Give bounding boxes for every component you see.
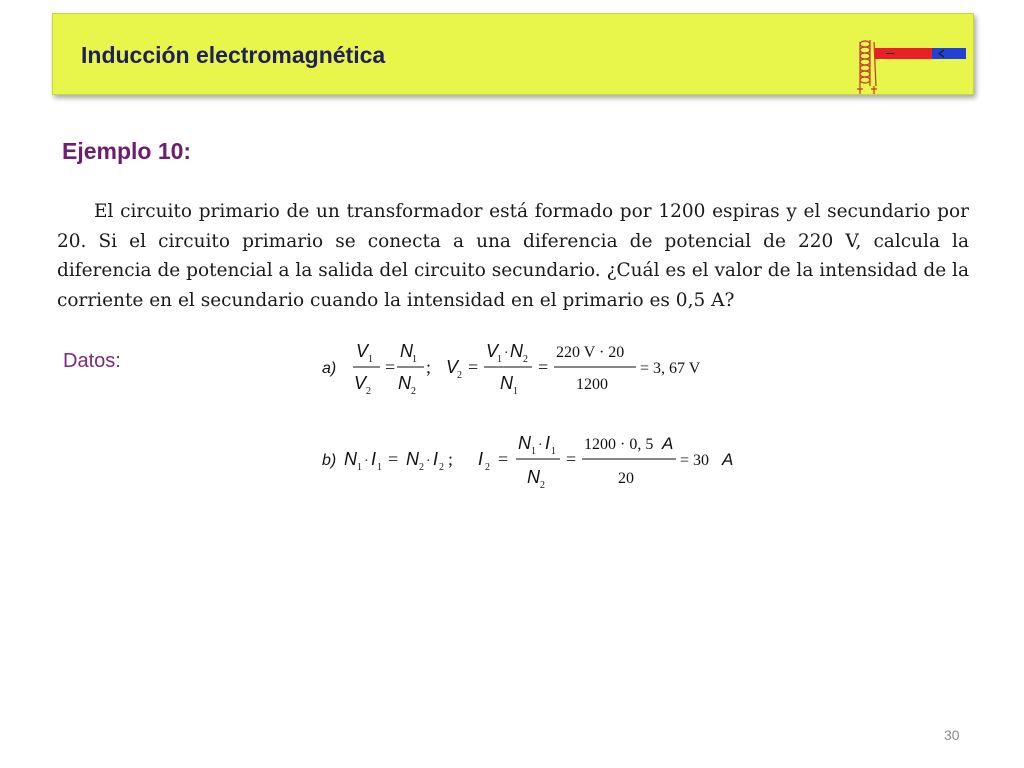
- formula-a-eq-3: =: [538, 357, 549, 377]
- formula-a-v1-sub: 1: [368, 354, 373, 365]
- formula-b-eq-2: =: [498, 449, 509, 469]
- formula-b-n1-sub: 1: [357, 462, 362, 473]
- formula-a-n2-sub: 2: [411, 386, 416, 397]
- formula-b-num-n: N: [518, 433, 531, 453]
- formula-b-result-var: I: [478, 449, 484, 469]
- formula-a-n2: N: [398, 373, 411, 393]
- formula-b-numeric-num-unit: A: [662, 434, 674, 453]
- formula-a-num-v-sub: 1: [497, 354, 502, 365]
- formula-a-numeric-num: 220 V · 20: [556, 344, 625, 361]
- formula-a-result: = 3, 67 V: [640, 360, 701, 377]
- formula-b-numeric-den: 20: [618, 470, 634, 487]
- formulas: [318, 335, 758, 495]
- formula-b-n2-sub: 2: [419, 462, 424, 473]
- formula-a-label: a): [322, 360, 337, 377]
- formula-a: [322, 341, 701, 397]
- formula-b-i1-sub: 1: [377, 462, 382, 473]
- formula-a-v2-sub: 2: [366, 386, 371, 397]
- formula-b-eq-3: =: [566, 449, 577, 469]
- magnet-coil-icon: [856, 34, 966, 96]
- coil-icon: [857, 40, 877, 94]
- formula-b-i2-sub: 2: [439, 462, 444, 473]
- formula-a-n1: N: [400, 341, 413, 361]
- formula-b-eq-1: =: [388, 449, 399, 469]
- title-bar: [52, 13, 974, 95]
- formula-b-den-n: N: [527, 467, 540, 487]
- formula-b-n2: N: [406, 449, 419, 469]
- formula-b-den-n-sub: 2: [540, 480, 545, 491]
- formula-b-result-unit: A: [722, 450, 734, 469]
- formula-b-num-i: I: [545, 433, 551, 453]
- formula-b-num-n-sub: 1: [531, 446, 536, 457]
- formula-b-i1: I: [371, 449, 377, 469]
- formula-b-dot-1: ·: [364, 454, 369, 469]
- formula-a-den-n: N: [500, 373, 513, 393]
- formula-a-n1-sub: 1: [412, 354, 417, 365]
- formula-b-numeric-num: 1200 · 0, 5: [584, 436, 654, 453]
- datos-label: Datos:: [63, 350, 121, 372]
- formula-b-n1: N: [344, 449, 357, 469]
- formula-a-eq-2: =: [468, 357, 479, 377]
- bar-magnet-icon: [875, 48, 966, 59]
- page-number: 30: [944, 727, 960, 743]
- formula-b-semicolon: ;: [448, 449, 454, 469]
- formula-b-result-value: = 30: [680, 452, 710, 469]
- formula-b-dot-2: ·: [426, 454, 431, 469]
- formula-b-result-var-sub: 2: [485, 462, 490, 473]
- example-heading: Ejemplo 10:: [62, 138, 192, 164]
- formula-a-v1: V: [356, 341, 369, 361]
- formula-a-result-var-sub: 2: [457, 370, 462, 381]
- formula-a-num-dot: ·: [504, 346, 509, 361]
- formula-b-label: b): [322, 452, 337, 469]
- formula-a-eq-1: =: [385, 357, 396, 377]
- formula-a-num-v: V: [486, 341, 499, 361]
- formula-a-num-n-sub: 2: [523, 354, 528, 365]
- formula-a-semicolon: ;: [426, 357, 432, 377]
- formula-b-num-i-sub: 1: [551, 446, 556, 457]
- slide-title: Inducción electromagnética: [81, 42, 386, 68]
- formula-a-num-n: N: [510, 341, 523, 361]
- formula-b-num-dot: ·: [538, 438, 543, 453]
- formula-a-den-n-sub: 1: [513, 386, 518, 397]
- formula-a-result-var: V: [446, 357, 459, 377]
- formula-a-v2: V: [354, 373, 367, 393]
- formula-b-i2: I: [433, 449, 439, 469]
- problem-statement: El circuito primario de un transformador está formado por 1200 espiras y el secundario por 20. Si el circuito primario se conecta a una diferencia de potencial de 220 V, calcula la diferencia de potencial a la salida del circuito secundario. ¿Cuál es el valor de la intensidad de la corriente en el secundario cuando la intensidad en el primario es 0,5 A?: [57, 201, 969, 311]
- formula-b: [322, 433, 733, 491]
- formula-a-numeric-den: 1200: [576, 376, 608, 393]
